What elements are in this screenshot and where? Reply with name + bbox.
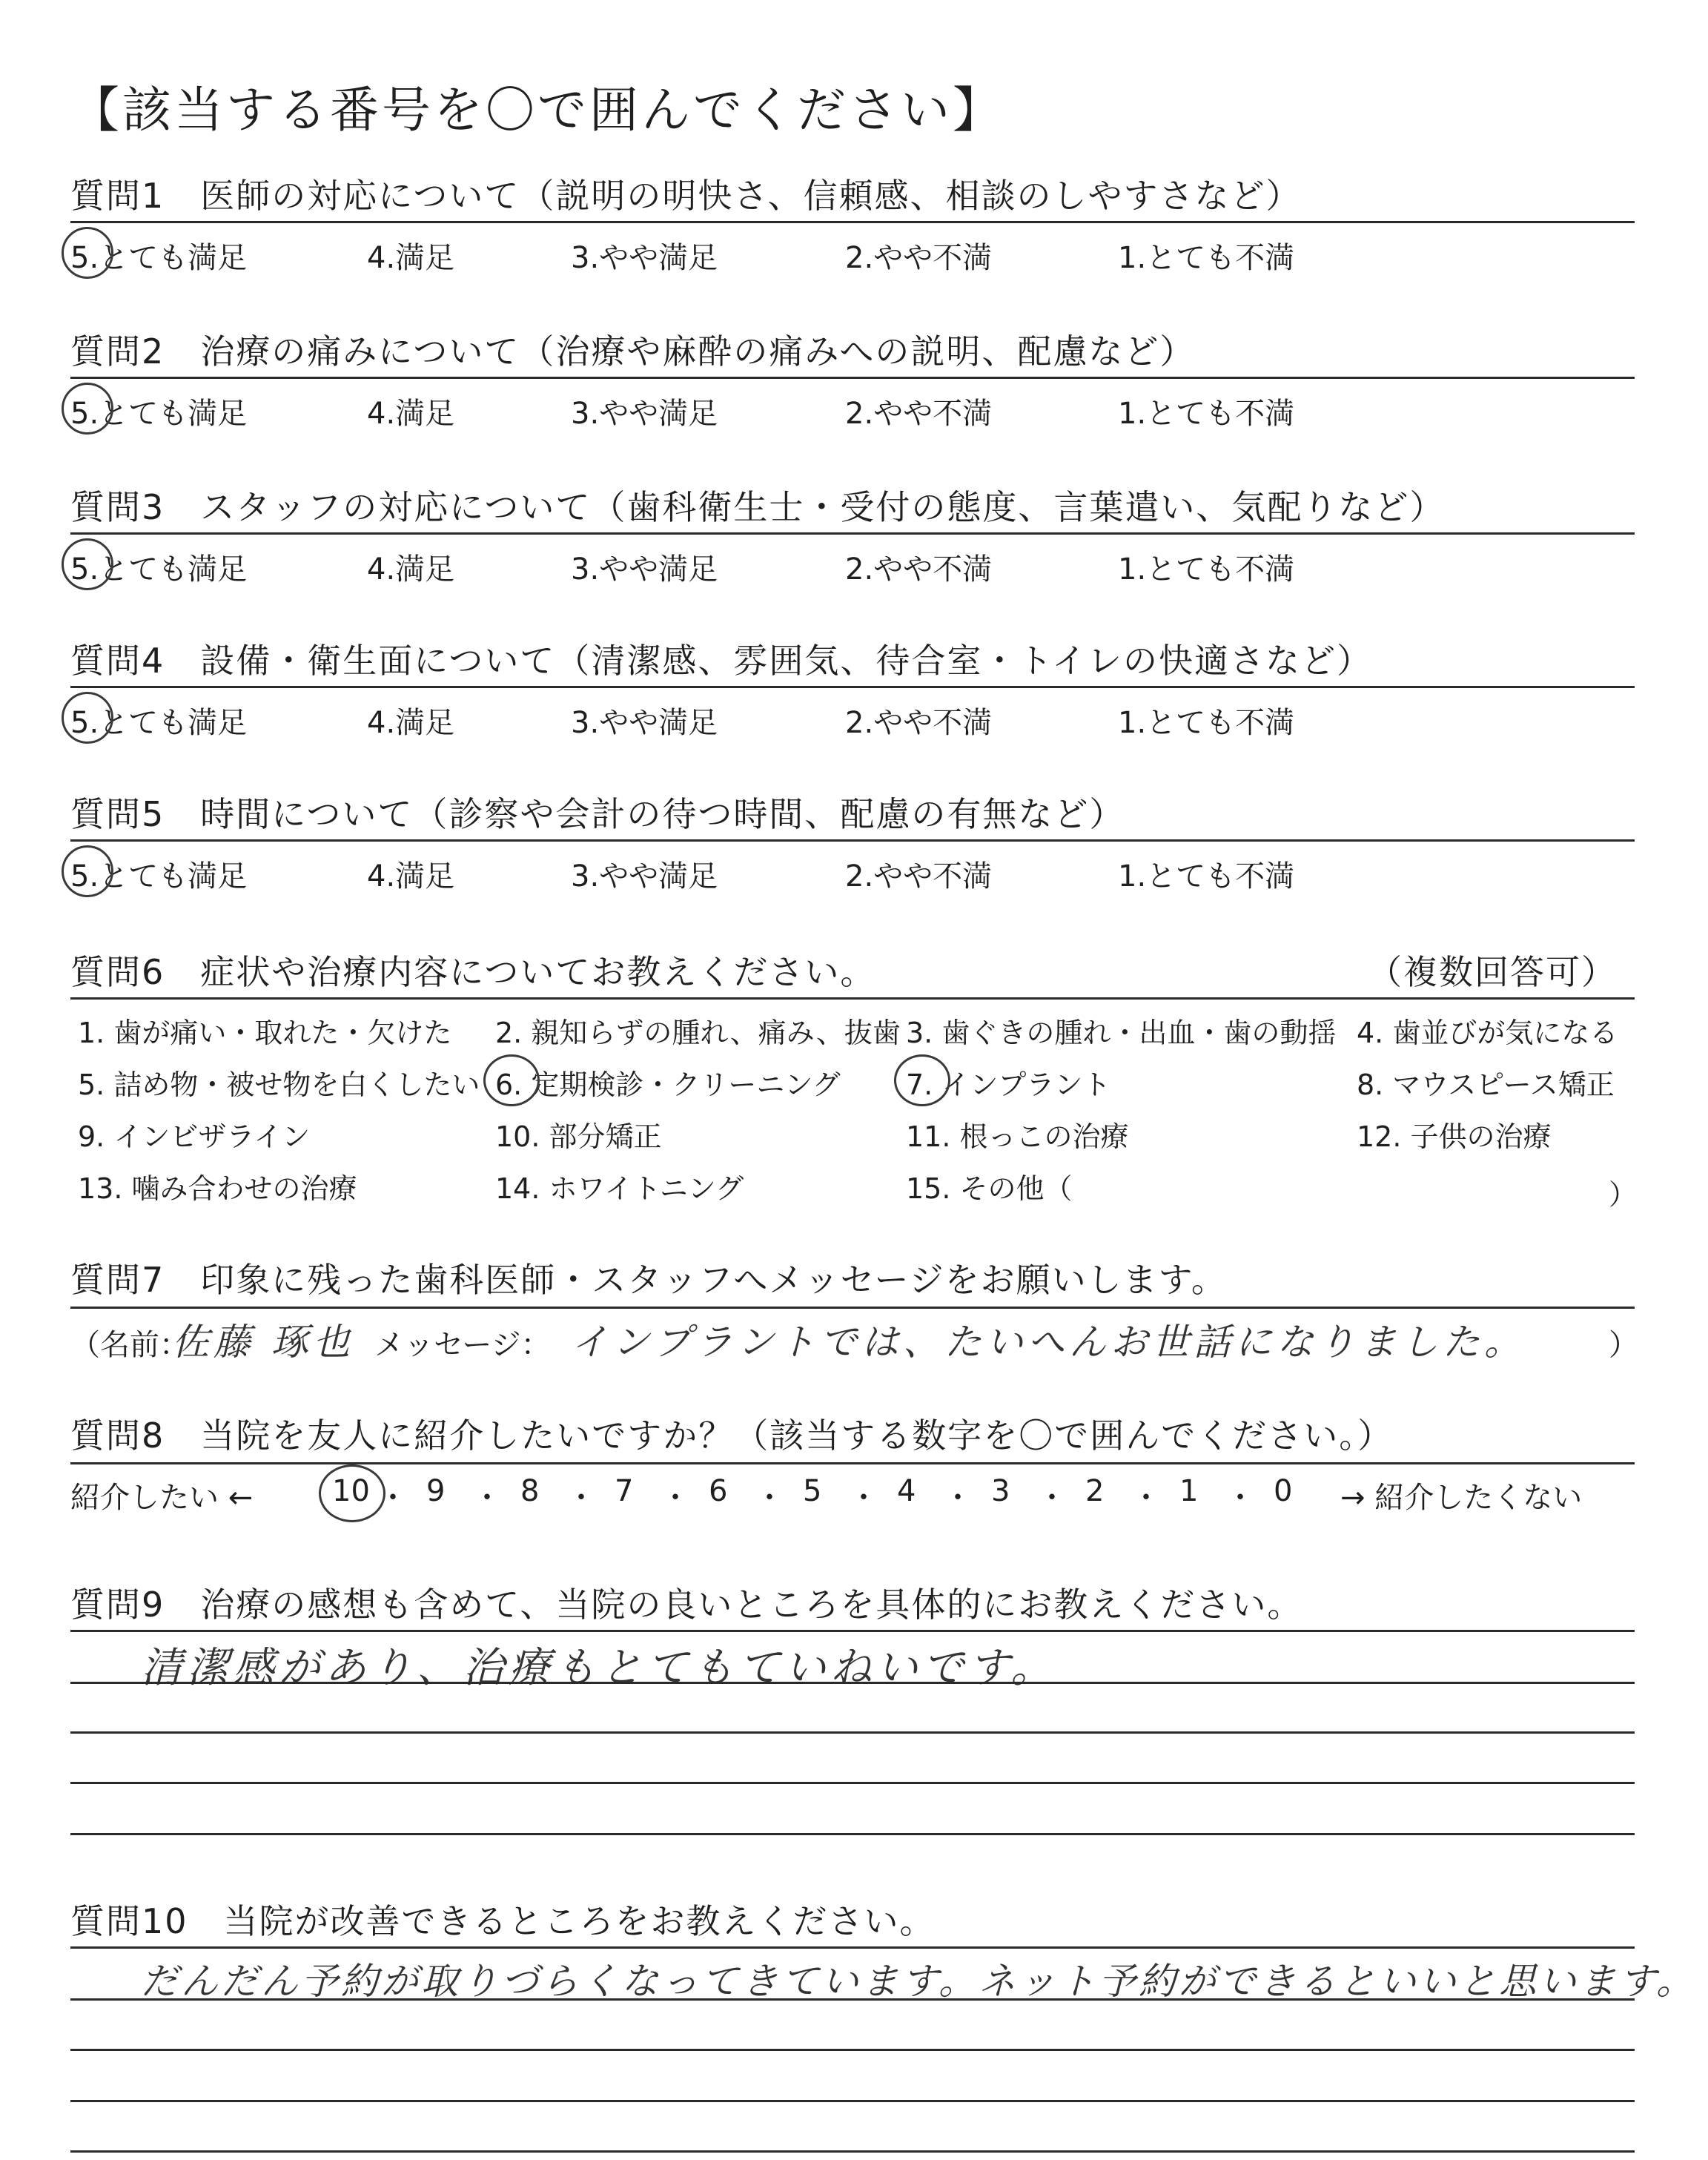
q2-option-3[interactable]: 3.やや満足 xyxy=(571,397,718,431)
q7-title: 質問7 印象に残った歯科医師・スタッフへメッセージをお願いします。 xyxy=(70,1260,1227,1300)
scale-separator: ・ xyxy=(661,1481,690,1515)
q2-rule xyxy=(70,377,1635,379)
selection-circle xyxy=(62,692,113,744)
selection-circle xyxy=(483,1054,540,1106)
selection-circle xyxy=(894,1054,950,1106)
q1-option-2[interactable]: 2.やや不満 xyxy=(845,241,993,275)
selection-circle xyxy=(62,538,113,590)
q3-rule xyxy=(70,532,1635,535)
q8-scale-9[interactable]: 9 xyxy=(426,1474,446,1508)
q6-option-8[interactable]: 8. マウスピース矯正 xyxy=(1357,1069,1615,1101)
q10-rule-5 xyxy=(70,2150,1635,2153)
q10-rule-3 xyxy=(70,2049,1635,2051)
q6-option-7[interactable]: 7. インプラント xyxy=(906,1069,1111,1101)
q6-option-14[interactable]: 14. ホワイトニング xyxy=(495,1172,744,1205)
q4-option-5[interactable]: 5.とても満足 xyxy=(70,706,248,740)
q9-rule-2 xyxy=(70,1682,1635,1684)
scale-separator: ・ xyxy=(378,1481,408,1515)
q4-option-2[interactable]: 2.やや不満 xyxy=(845,706,993,740)
selection-circle xyxy=(62,227,113,279)
q8-scale-8[interactable]: 8 xyxy=(520,1474,540,1508)
q8-scale-6[interactable]: 6 xyxy=(709,1474,728,1508)
q5-option-2[interactable]: 2.やや不満 xyxy=(845,859,993,894)
q8-scale-2[interactable]: 2 xyxy=(1085,1474,1105,1508)
q6-option-5[interactable]: 5. 詰め物・被せ物を白くしたい xyxy=(78,1069,480,1101)
q6-option-3[interactable]: 3. 歯ぐきの腫れ・出血・歯の動揺 xyxy=(906,1017,1337,1049)
q7-rule xyxy=(70,1307,1635,1309)
q9-rule-4 xyxy=(70,1782,1635,1784)
q8-left-label: 紹介したい ← xyxy=(70,1481,254,1515)
q3-option-4[interactable]: 4.満足 xyxy=(367,552,455,587)
q3-option-5[interactable]: 5.とても満足 xyxy=(70,552,248,587)
q1-rule xyxy=(70,221,1635,223)
q2-option-1[interactable]: 1.とても不満 xyxy=(1118,397,1295,431)
q7-message-value[interactable]: インプラントでは、たいへんお世話になりました。 xyxy=(571,1321,1526,1364)
q7-message-label: メッセージ： xyxy=(374,1328,551,1362)
q9-rule-3 xyxy=(70,1731,1635,1734)
q9-rule-5 xyxy=(70,1833,1635,1835)
q9-answer[interactable]: 清潔感があり、治療もとてもていねいです。 xyxy=(141,1644,1057,1692)
q10-title: 質問10 当院が改善できるところをお教えください。 xyxy=(70,1901,936,1941)
q7-name-value[interactable]: 佐藤 琢也 xyxy=(172,1321,354,1364)
q7-name-label: （名前： xyxy=(70,1328,189,1362)
q1-option-3[interactable]: 3.やや満足 xyxy=(571,241,718,275)
q7-close-paren: ） xyxy=(1609,1328,1638,1362)
q6-option-10[interactable]: 10. 部分矯正 xyxy=(495,1120,662,1153)
q2-option-2[interactable]: 2.やや不満 xyxy=(845,397,993,431)
q5-option-4[interactable]: 4.満足 xyxy=(367,859,455,894)
q5-title: 質問5 時間について（診察や会計の待つ時間、配慮の有無など） xyxy=(70,794,1125,834)
q1-option-1[interactable]: 1.とても不満 xyxy=(1118,241,1295,275)
q6-option-4[interactable]: 4. 歯並びが気になる xyxy=(1357,1017,1618,1049)
q3-option-2[interactable]: 2.やや不満 xyxy=(845,552,993,587)
q1-option-5[interactable]: 5.とても満足 xyxy=(70,241,248,275)
q8-title: 質問8 当院を友人に紹介したいですか？（該当する数字を〇で囲んでください。） xyxy=(70,1416,1394,1456)
q9-rule-1 xyxy=(70,1630,1635,1632)
form-header: 【該当する番号を〇で囲んでください】 xyxy=(70,82,1004,139)
q6-note: （複数回答可） xyxy=(1368,952,1617,992)
selection-circle xyxy=(319,1464,385,1522)
q3-option-1[interactable]: 1.とても不満 xyxy=(1118,552,1295,587)
q8-scale-1[interactable]: 1 xyxy=(1179,1474,1199,1508)
q6-option-2[interactable]: 2. 親知らずの腫れ、痛み、抜歯 xyxy=(495,1017,901,1049)
q6-option-15[interactable]: 15. その他（ xyxy=(906,1172,1073,1205)
q8-rule xyxy=(70,1462,1635,1464)
q6-rule xyxy=(70,997,1635,1000)
q8-scale-3[interactable]: 3 xyxy=(991,1474,1010,1508)
q6-option-13[interactable]: 13. 噛み合わせの治療 xyxy=(78,1172,357,1205)
q2-option-4[interactable]: 4.満足 xyxy=(367,397,455,431)
q4-option-3[interactable]: 3.やや満足 xyxy=(571,706,718,740)
q8-right-label: → 紹介したくない xyxy=(1340,1481,1583,1515)
q2-option-5[interactable]: 5.とても満足 xyxy=(70,397,248,431)
scale-separator: ・ xyxy=(566,1481,596,1515)
q6-close-paren: ） xyxy=(1609,1178,1638,1211)
q2-title: 質問2 治療の痛みについて（治療や麻酔の痛みへの説明、配慮など） xyxy=(70,331,1196,371)
q6-option-9[interactable]: 9. インビザライン xyxy=(78,1120,311,1153)
scale-separator: ・ xyxy=(849,1481,878,1515)
q5-rule xyxy=(70,839,1635,842)
q6-option-6[interactable]: 6. 定期検診・クリーニング xyxy=(495,1069,841,1101)
q5-option-3[interactable]: 3.やや満足 xyxy=(571,859,718,894)
q1-option-4[interactable]: 4.満足 xyxy=(367,241,455,275)
q9-title: 質問9 治療の感想も含めて、当院の良いところを具体的にお教えください。 xyxy=(70,1585,1303,1625)
scale-separator: ・ xyxy=(943,1481,973,1515)
q4-title: 質問4 設備・衛生面について（清潔感、雰囲気、待合室・トイレの快適さなど） xyxy=(70,641,1373,681)
q6-option-1[interactable]: 1. 歯が痛い・取れた・欠けた xyxy=(78,1017,452,1049)
q10-rule-4 xyxy=(70,2100,1635,2102)
q5-option-1[interactable]: 1.とても不満 xyxy=(1118,859,1295,894)
scale-separator: ・ xyxy=(1131,1481,1161,1515)
q3-title: 質問3 スタッフの対応について（歯科衛生士・受付の態度、言葉遣い、気配りなど） xyxy=(70,487,1446,527)
q6-option-11[interactable]: 11. 根っこの治療 xyxy=(906,1120,1129,1153)
q8-scale-0[interactable]: 0 xyxy=(1274,1474,1293,1508)
q8-scale-10[interactable]: 10 xyxy=(332,1474,370,1508)
scale-separator: ・ xyxy=(755,1481,784,1515)
q4-rule xyxy=(70,686,1635,688)
q8-scale-4[interactable]: 4 xyxy=(897,1474,916,1508)
q4-option-4[interactable]: 4.満足 xyxy=(367,706,455,740)
q3-option-3[interactable]: 3.やや満足 xyxy=(571,552,718,587)
selection-circle xyxy=(62,845,113,897)
q1-title: 質問1 医師の対応について（説明の明快さ、信頼感、相談のしやすさなど） xyxy=(70,176,1302,216)
selection-circle xyxy=(62,383,113,435)
q10-rule-2 xyxy=(70,1998,1635,2001)
q4-option-1[interactable]: 1.とても不満 xyxy=(1118,706,1295,740)
q8-scale-5[interactable]: 5 xyxy=(803,1474,822,1508)
q10-rule-1 xyxy=(70,1946,1635,1949)
q6-title: 質問6 症状や治療内容についてお教えください。 xyxy=(70,952,876,992)
q5-option-5[interactable]: 5.とても満足 xyxy=(70,859,248,894)
scale-separator: ・ xyxy=(1225,1481,1255,1515)
scale-separator: ・ xyxy=(472,1481,502,1515)
scale-separator: ・ xyxy=(1037,1481,1067,1515)
q6-option-12[interactable]: 12. 子供の治療 xyxy=(1357,1120,1552,1153)
q8-scale-7[interactable]: 7 xyxy=(615,1474,634,1508)
q10-answer[interactable]: だんだん予約が取りづらくなってきています。ネット予約ができるといいと思います。 xyxy=(141,1960,1696,2003)
